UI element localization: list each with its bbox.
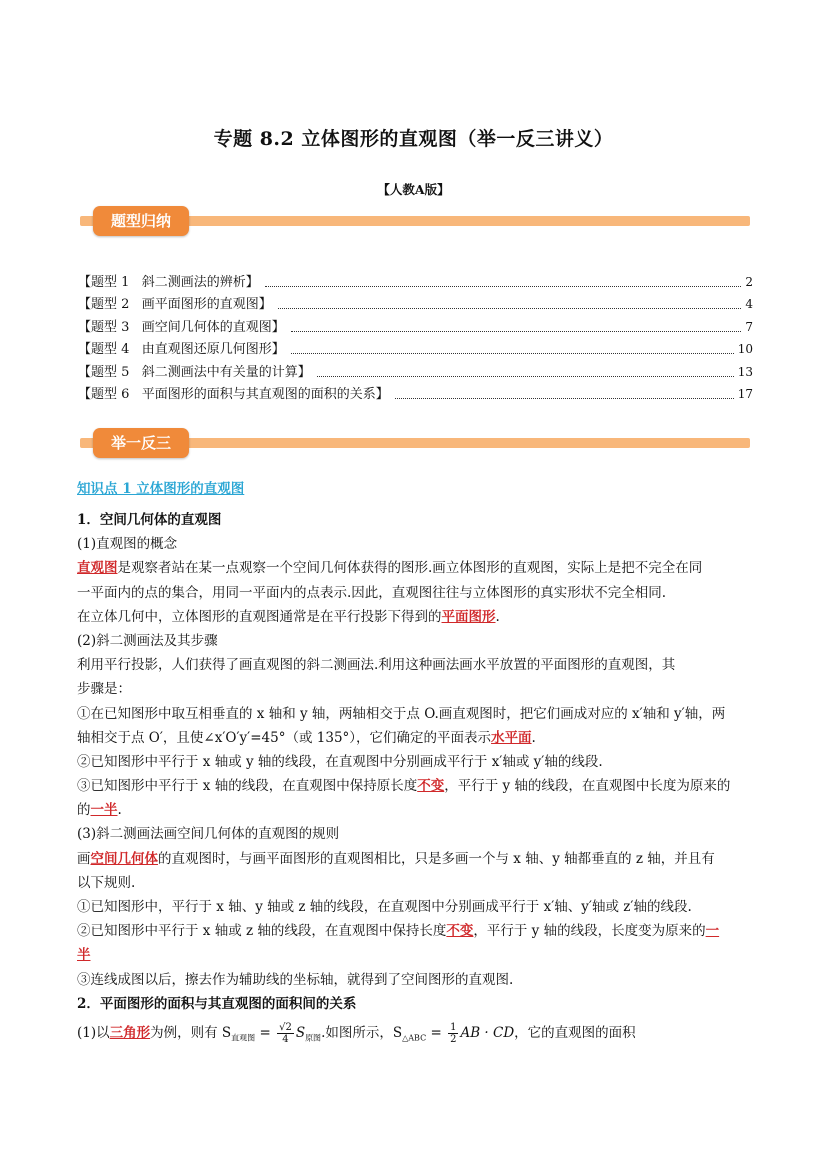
math-expression: AB · CD <box>460 1024 515 1041</box>
text-line <box>77 774 753 798</box>
text-span: = <box>426 1024 447 1041</box>
text-line <box>77 847 753 871</box>
text-span: 的直观图时，与画平面图形的直观图相比，只是多画一个与 x 轴、y 轴都垂直的 z 轴，并且有 <box>158 850 715 867</box>
text-span: .如图所示，S <box>321 1024 403 1041</box>
subscript: 直观图 <box>231 1033 256 1043</box>
text-span: 轴相交于点 O′，且使∠x′O′y′=45°（或 135°），它们确定的平面表示 <box>77 729 492 746</box>
formula-line <box>77 1016 753 1050</box>
toc-item[interactable] <box>78 336 753 359</box>
text-span: (1)以 <box>77 1024 110 1041</box>
text-span: 为例，则有 S <box>150 1024 232 1041</box>
subscript: 原图 <box>305 1033 322 1043</box>
toc-leader <box>278 308 742 309</box>
toc-item[interactable] <box>78 358 753 381</box>
toc-page: 13 <box>737 364 753 379</box>
knowledge-content <box>77 478 753 1050</box>
knowledge-point-heading: 知识点 1 立体图形的直观图 <box>77 481 245 497</box>
text-span: 是观察者站在某一点观察一个空间几何体获得的图形.画立体图形的直观图，实际上是把不完全在同 <box>117 560 703 577</box>
key-term: 平面图形 <box>441 608 496 625</box>
key-term: 空间几何体 <box>90 850 158 867</box>
text-line: ③连线成图以后，擦去作为辅助线的坐标轴，就得到了空间图形的直观图. <box>77 971 514 988</box>
toc-item[interactable] <box>78 381 753 404</box>
key-term: 三角形 <box>109 1024 151 1041</box>
toc-label: 【题型 2 画平面图形的直观图】 <box>78 297 272 312</box>
text-line <box>77 943 753 967</box>
toc-item[interactable] <box>78 313 753 336</box>
toc-label: 【题型 5 斜二测画法中有关量的计算】 <box>78 364 311 380</box>
fraction-numerator: 1 <box>450 1021 457 1033</box>
key-term: 半 <box>77 947 91 964</box>
paragraph-label: (2)斜二测画法及其步骤 <box>77 632 218 649</box>
text-line: 步骤是： <box>77 681 131 698</box>
paragraph-label: (1)直观图的概念 <box>77 536 178 553</box>
toc-leader <box>291 353 734 354</box>
text-span: 的 <box>77 802 91 819</box>
text-line <box>77 605 753 629</box>
text-span: . <box>117 802 122 819</box>
toc-leader <box>291 331 742 332</box>
key-term: 不变 <box>446 923 474 940</box>
edition-label: 【人教A版】 <box>377 182 450 197</box>
toc-page: 7 <box>745 319 753 334</box>
fraction-numerator: √2 <box>279 1021 292 1033</box>
text-span: ②已知图形中平行于 x 轴或 z 轴的线段，在直观图中保持长度 <box>77 923 447 940</box>
subsection-title: 2．平面图形的面积与其直观图的面积间的关系 <box>77 995 357 1012</box>
fraction <box>448 1022 458 1045</box>
toc-label: 【题型 6 平面图形的面积与其直观图的面积的关系】 <box>78 387 389 402</box>
text-line: ②已知图形中平行于 x 轴或 y 轴的线段，在直观图中分别画成平行于 x′轴或 y′轴的线段. <box>77 753 603 770</box>
paragraph-label: (3)斜二测画法画空间几何体的直观图的规则 <box>77 826 340 843</box>
key-term: 一 <box>705 923 720 940</box>
text-line <box>77 919 753 943</box>
text-span: ，它的直观图的面积 <box>514 1024 636 1041</box>
subscript: △ABC <box>402 1033 427 1043</box>
text-line: 利用平行投影，人们获得了画直观图的斜二测画法.利用这种画法画水平放置的平面图形的直观图，其 <box>77 657 676 674</box>
section-tab-induction: 题型归纳 <box>93 206 189 236</box>
toc-item[interactable] <box>78 268 753 291</box>
text-line <box>77 726 753 750</box>
key-term: 直观图 <box>77 560 118 577</box>
text-span: ，平行于 y 轴的线段，长度变为原来的 <box>473 923 706 940</box>
toc-label: 【题型 3 画空间几何体的直观图】 <box>78 319 285 335</box>
toc-page: 2 <box>745 274 753 289</box>
toc-leader <box>395 398 734 399</box>
fraction-denominator: 2 <box>450 1033 457 1045</box>
page-title: 专题 8.2 立体图形的直观图（举一反三讲义） <box>213 128 614 150</box>
toc-leader <box>317 376 734 377</box>
toc-item[interactable] <box>78 291 753 314</box>
text-line: ①在已知图形中取互相垂直的 x 轴和 y 轴，两轴相交于点 O.画直观图时，把它们画成对应的 x′轴和 y′轴，两 <box>77 705 726 722</box>
key-term: 不变 <box>417 778 445 795</box>
text-span: . <box>495 608 500 625</box>
text-line <box>77 556 753 580</box>
toc-label: 【题型 4 由直观图还原几何图形】 <box>78 342 285 357</box>
text-span: 画 <box>77 850 91 867</box>
table-of-contents <box>78 268 753 403</box>
fraction-denominator: 4 <box>282 1033 289 1045</box>
math-symbol: S <box>295 1024 306 1041</box>
key-term: 一半 <box>90 802 118 819</box>
text-span: = <box>255 1024 276 1041</box>
text-line: ①已知图形中，平行于 x 轴、y 轴或 z 轴的线段，在直观图中分别画成平行于 x′轴、y′轴或 z′轴的线段. <box>77 899 692 915</box>
key-term: 水平面 <box>491 729 532 746</box>
text-span: . <box>531 729 536 746</box>
text-line <box>77 798 753 822</box>
subsection-title: 1．空间几何体的直观图 <box>77 512 222 528</box>
toc-page: 17 <box>737 387 753 401</box>
text-line: 一平面内的点的集合，用同一平面内的点表示.因此，直观图往往与立体图形的真实形状不完全相同. <box>77 584 667 601</box>
text-span: ，平行于 y 轴的线段，在直观图中长度为原来的 <box>444 778 731 795</box>
toc-leader <box>265 286 742 287</box>
section-tab-examples: 举一反三 <box>93 428 189 458</box>
text-span: 在立体几何中，立体图形的直观图通常是在平行投影下得到的 <box>77 608 442 625</box>
fraction <box>277 1022 294 1045</box>
text-span: ③已知图形中平行于 x 轴的线段，在直观图中保持原长度 <box>77 778 418 795</box>
toc-page: 10 <box>737 342 753 356</box>
toc-page: 4 <box>745 297 753 311</box>
text-line: 以下规则. <box>77 874 136 891</box>
toc-label: 【题型 1 斜二测画法的辨析】 <box>78 274 259 290</box>
